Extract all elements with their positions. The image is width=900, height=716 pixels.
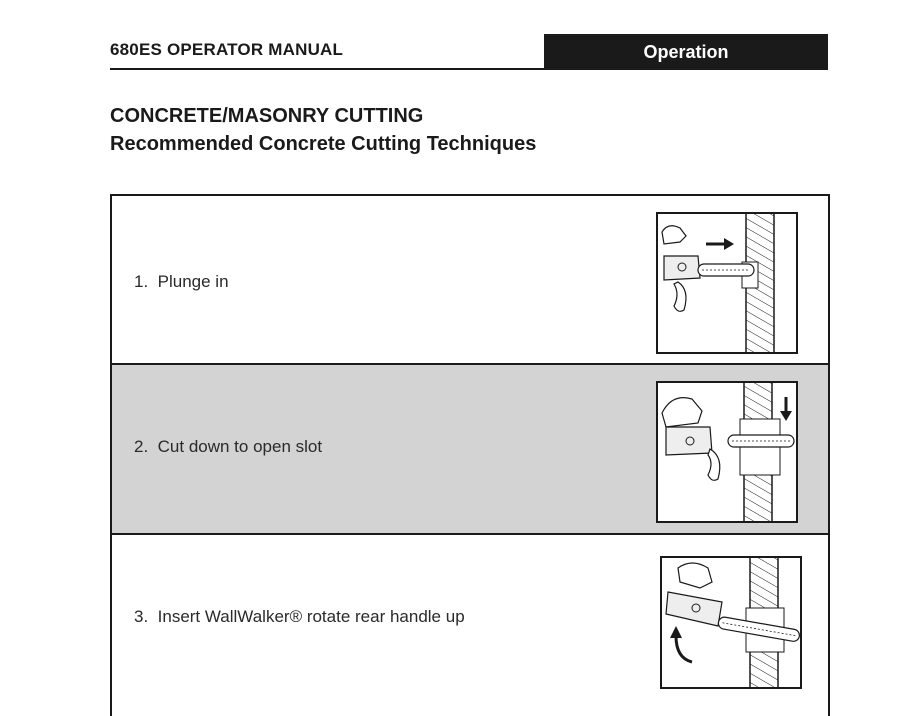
plunge-in-illustration-frame (656, 212, 798, 354)
step-1-number: 1. (134, 272, 149, 291)
step-1-text (134, 272, 229, 292)
manual-title: 680ES OPERATOR MANUAL (110, 40, 344, 59)
step-3-label: Insert WallWalker® rotate rear handle up (157, 607, 465, 626)
step-row-1 (112, 196, 828, 365)
section-tab (544, 34, 828, 70)
step-2-text (134, 437, 322, 457)
section-tab-label: Operation (643, 41, 729, 62)
arrow-curved-up-icon (670, 626, 692, 662)
header-rule (110, 68, 828, 70)
plunge-in-illustration (658, 214, 796, 352)
rotate-handle-illustration-frame (660, 556, 802, 689)
rotate-handle-illustration (662, 558, 800, 688)
steps-table (110, 194, 830, 716)
page-subtitle: Recommended Concrete Cutting Techniques (110, 133, 537, 155)
page-title: CONCRETE/MASONRY CUTTING (110, 105, 424, 127)
cut-down-illustration-frame (656, 381, 798, 523)
step-3-number: 3. (134, 607, 149, 626)
step-2-label: Cut down to open slot (157, 437, 323, 456)
step-row-2 (112, 365, 828, 535)
cut-down-illustration (658, 383, 796, 521)
arrow-right-icon (706, 238, 734, 250)
step-2-number: 2. (134, 437, 149, 456)
arrow-down-icon (780, 397, 792, 421)
step-row-3 (112, 535, 828, 716)
step-1-label: Plunge in (157, 272, 229, 291)
step-3-text (134, 607, 465, 627)
